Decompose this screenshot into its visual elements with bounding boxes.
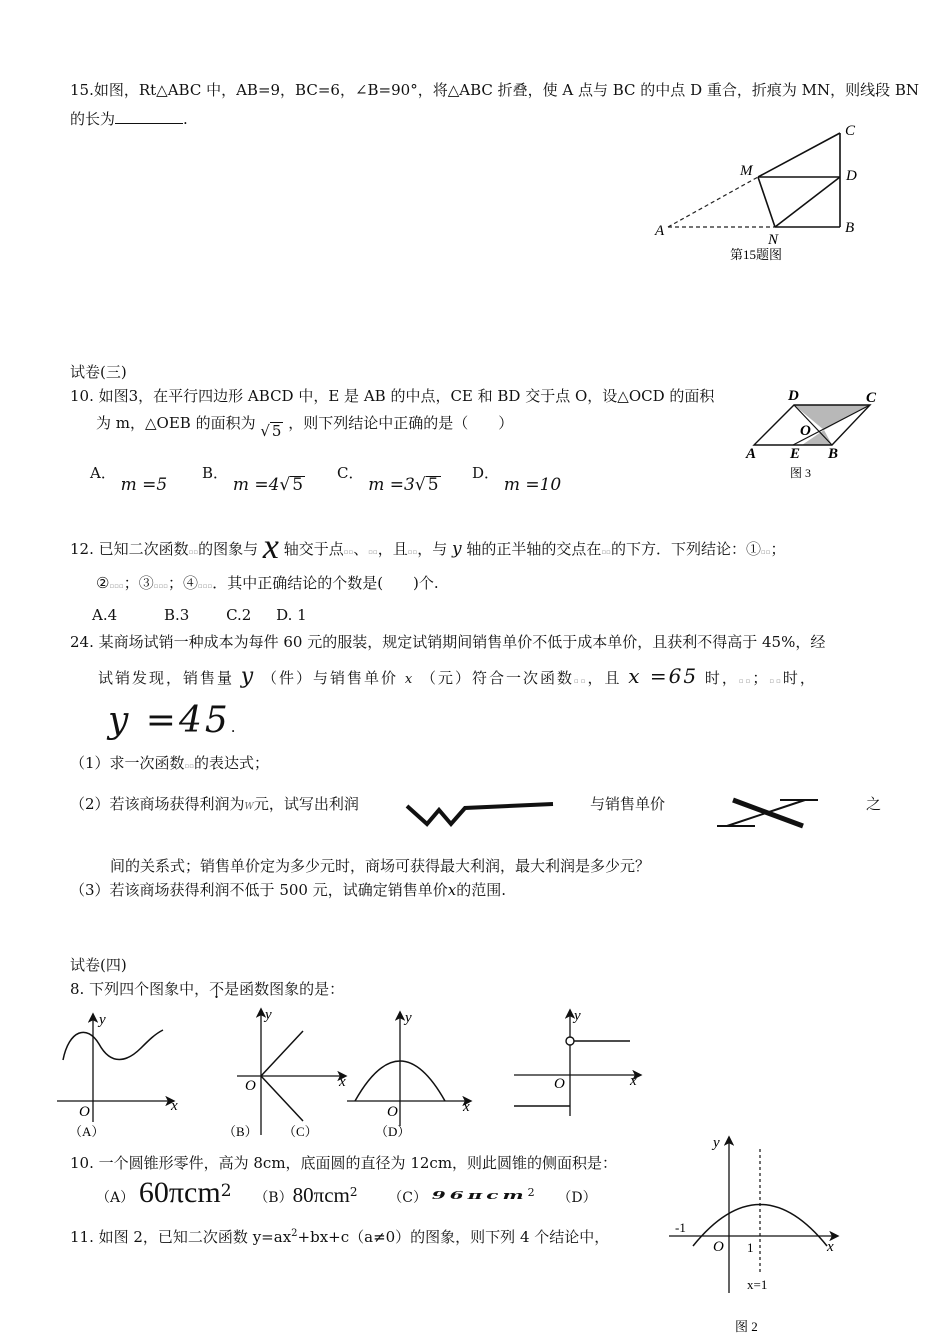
- p4-q10-option-a-text: 60πcm: [138, 1176, 221, 1209]
- q12-text: ；③: [123, 574, 154, 592]
- q24-x-symbol: x: [447, 881, 457, 899]
- p3-q12-options: [92, 606, 307, 624]
- q11-axis-label: x=1: [747, 1277, 768, 1292]
- p3-q12-line1: 12. 已知二次函数▫▫的图象与 x 轴交于点▫▫、▫▫，且▫▫，与 y 轴的正半轴的交点在▫▫的下方．下列结论：①▫▫；: [70, 526, 786, 566]
- p4-q8-text: [70, 978, 344, 999]
- q8a-x-label: x: [171, 1098, 178, 1114]
- p4-q10-options: [96, 1176, 597, 1210]
- q8d-label: （D）: [375, 1124, 411, 1139]
- q15-point-B: B: [845, 220, 855, 236]
- q11-figure-caption: 图 2: [735, 1319, 758, 1334]
- p4-q10-option-b-key: （B）: [254, 1190, 293, 1206]
- q24-text: ，且: [587, 669, 622, 687]
- q12-option-a: A.4: [92, 606, 118, 624]
- p3-point-C: C: [866, 390, 877, 406]
- q12-text: ．其中正确结论的个数是( )个.: [212, 574, 439, 592]
- q15-figure: [650, 120, 870, 265]
- q24-y-symbol: y: [240, 664, 256, 689]
- p3-q10-option-c: C． m =3√ 5: [337, 464, 439, 495]
- q8-graph-b: [225, 1005, 355, 1140]
- q15-point-A: A: [655, 223, 665, 239]
- q12-text: 12. 已知二次函数: [70, 540, 189, 558]
- p3-figure-caption: 图 3: [790, 466, 812, 480]
- q8a-label: （A）: [69, 1124, 105, 1139]
- q12-text: 、: [353, 540, 369, 558]
- q8b-label: （B）: [223, 1124, 258, 1139]
- q8-emphasis: 不是: [209, 980, 240, 998]
- q12-text: 轴交于点: [283, 540, 344, 558]
- p4-q10-option-a-sup: 2: [220, 1181, 232, 1201]
- q8d-origin: O: [554, 1076, 565, 1092]
- q15-point-D: D: [846, 168, 857, 184]
- option-text: m =10: [503, 475, 562, 495]
- q24-eq-y45: y =45: [108, 700, 231, 741]
- q24-text: 元，试写出利润: [253, 795, 359, 813]
- q8c-x-label: x: [463, 1099, 470, 1115]
- q8c-origin: O: [387, 1104, 398, 1120]
- p3-q24-sub2-mid: 与销售单价: [590, 795, 666, 813]
- q8-text: 8. 下列四个图象中，: [70, 980, 210, 998]
- q24-text: .: [230, 718, 236, 736]
- q8a-origin: O: [79, 1104, 90, 1120]
- p4-q10-option-d-key: （D）: [557, 1190, 597, 1206]
- q11-one: 1: [747, 1240, 754, 1255]
- p3-q24-sub1: （1）求一次函数▫▫的表达式；: [70, 754, 270, 772]
- q8b-x-label: x: [339, 1074, 346, 1090]
- q24-text: 的范围.: [456, 881, 506, 899]
- p3-q24-sub3: [70, 879, 506, 900]
- p3-point-B: B: [828, 446, 839, 462]
- q12-text: 轴的正半轴的交点在: [466, 540, 602, 558]
- option-sqrt: 5: [292, 475, 304, 495]
- q8-graph-d: [510, 1008, 645, 1120]
- q12-text: ，与: [417, 540, 448, 558]
- q11-text: 11. 如图 2，已知二次函数 y=ax: [70, 1228, 292, 1246]
- q12-text: ，且: [377, 540, 408, 558]
- q15-line1: 15.如图，Rt△ABC 中，AB=9，BC=6，∠B=90°，将△ABC 折叠，使 A 点与 BC 的中点 D 重合，折痕为 MN，则线段 BN: [70, 81, 920, 99]
- q15-answer-blank: [115, 109, 183, 124]
- paper3-heading: 试卷(三): [70, 363, 127, 381]
- q12-option-d: D. 1: [276, 606, 307, 624]
- q24-w-symbol: W: [244, 802, 254, 812]
- p3-q10-line2: 为 m，△OEB 的面积为 √ 5 ，则下列结论中正确的是（ ）: [96, 414, 514, 440]
- q12-text: ；: [770, 540, 786, 558]
- q15-line2-text: 的长为: [70, 110, 116, 128]
- option-text: m =3: [368, 475, 415, 495]
- q15-line-MN: [758, 177, 775, 227]
- q24-text: （1）求一次函数: [70, 754, 185, 772]
- option-key: D．: [472, 464, 500, 482]
- option-text: m =5: [120, 475, 168, 495]
- q8d-x-label: x: [630, 1073, 637, 1089]
- p3-q24-line3: [108, 700, 236, 741]
- q8-graph-a: [55, 1010, 185, 1140]
- q24-text: （3）若该商场获得利润不低于 500 元，试确定销售单价: [70, 881, 448, 899]
- q12-y-symbol: y: [452, 539, 462, 559]
- p4-q10-option-b-text: 80πcm: [292, 1183, 350, 1207]
- q11-text: +bx+c（a≠0）的图象，则下列 4 个结论中，: [297, 1228, 610, 1246]
- q15-line2: [70, 108, 188, 129]
- q15-line2-end: .: [183, 110, 188, 128]
- p3-point-E: E: [790, 446, 801, 462]
- p4-q10-option-c-key: （C）: [388, 1190, 428, 1206]
- q12-text: 的下方．下列结论：①: [610, 540, 761, 558]
- p3-q24-sub2-line2: 间的关系式；销售单价定为多少元时，商场可获得最大利润，最大利润是多少元？: [110, 857, 651, 875]
- p3-q10-line2-post: ，则下列结论中正确的是（ ）: [288, 414, 514, 432]
- q24-text: 的表达式；: [194, 754, 270, 772]
- q24-text: 时，: [704, 669, 739, 687]
- p3-q12-line2: ②▫▫▫；③▫▫▫；④▫▫▫．其中正确结论的个数是( )个.: [96, 574, 439, 592]
- p3-q10-option-d: [472, 462, 562, 495]
- p3-point-A: A: [746, 446, 757, 462]
- q8b-origin: O: [245, 1078, 256, 1094]
- p3-q24-x-glyph: [715, 798, 820, 828]
- q15-line-MC: [758, 133, 840, 177]
- q12-x-symbol: x: [262, 526, 279, 566]
- p4-q10-text: 10. 一个圆锥形零件，高为 8cm，底面圆的直径为 12cm，则此圆锥的侧面积是：: [70, 1154, 618, 1172]
- q12-text: 的图象与: [198, 540, 259, 558]
- p3-q10-figure: [738, 388, 888, 483]
- q24-text: （元）符合一次函数: [420, 669, 574, 687]
- option-key: C．: [337, 464, 364, 482]
- p4-q10-option-a-key: （A）: [96, 1190, 135, 1206]
- p3-q24-line2: 试销发现，销售量 y （件）与销售单价 x （元）符合一次函数▫▫，且 x =65 时，▫▫；▫▫时，: [98, 664, 817, 689]
- p4-q10-option-c-text: 96πcm: [431, 1188, 528, 1202]
- q11-neg1: -1: [675, 1220, 686, 1235]
- p4-q10-option-b-sup: 2: [349, 1185, 358, 1199]
- q24-text: （2）若该商场获得利润为: [70, 795, 245, 813]
- q8c-label: （C）: [283, 1124, 318, 1139]
- q11-y-label: y: [713, 1135, 720, 1151]
- q24-text: （件）与销售单价: [262, 669, 399, 687]
- p3-q10-line1: 10. 如图3，在平行四边形 ABCD 中，E 是 AB 的中点，CE 和 BD 交于点 O，设△OCD 的面积: [70, 387, 715, 405]
- q11-origin: O: [713, 1239, 724, 1255]
- q11-sup: 2: [291, 1228, 298, 1239]
- q8c-y-label: y: [405, 1010, 412, 1026]
- p3-q24-line1: 24. 某商场试销一种成本为每件 60 元的服装，规定试销期间销售单价不低于成本单价，且获利不得高于 45%，经: [70, 633, 826, 651]
- q15-line-AM: [668, 177, 758, 227]
- q24-text: 时，: [782, 669, 817, 687]
- q24-eq-x65: x =65: [628, 664, 699, 688]
- q8d-y-label: y: [574, 1008, 581, 1024]
- q15-point-M: M: [740, 163, 753, 179]
- p3-q10-option-b: B． m =4√ 5: [202, 464, 304, 495]
- q8-text: 函数图象的是：: [239, 980, 345, 998]
- p4-q11-figure: [665, 1133, 855, 1341]
- q24-text: 试销发现，销售量: [98, 669, 235, 687]
- q8a-y-label: y: [99, 1012, 106, 1028]
- paper4-heading: 试卷(四): [70, 956, 127, 974]
- option-text: m =4: [232, 475, 280, 495]
- p3-point-O: O: [800, 423, 811, 439]
- option-sqrt: 5: [427, 475, 439, 495]
- q11-x-label: x: [827, 1239, 834, 1255]
- p3-q10-sqrt5: 5: [271, 422, 282, 440]
- q12-text: ；④: [167, 574, 198, 592]
- p4-q10-option-c-sup: 2: [527, 1186, 535, 1199]
- q8-graph-c: [283, 1008, 480, 1140]
- q12-text: ②: [96, 574, 110, 592]
- p3-q24-sub2-end: 之: [866, 795, 882, 813]
- p3-q10-option-a: [90, 462, 168, 495]
- q24-x-symbol: x: [404, 672, 415, 687]
- p3-point-D: D: [788, 388, 799, 404]
- p3-q10-line2-pre: 为 m，△OEB 的面积为: [96, 414, 256, 432]
- p3-q24-w-glyph: [405, 800, 555, 830]
- q12-option-c: C.2: [226, 606, 252, 624]
- q15-point-C: C: [845, 123, 856, 139]
- q15-line-ND: [775, 177, 840, 227]
- q8b-y-label: y: [265, 1007, 272, 1023]
- q15-figure-caption: 第15题图: [730, 247, 783, 262]
- option-key: B．: [202, 464, 229, 482]
- q12-option-b: B.3: [163, 606, 190, 624]
- q24-text: ；: [752, 669, 770, 687]
- p4-q11-text: [70, 1226, 609, 1247]
- q15-point-N: N: [768, 232, 779, 248]
- option-key: A．: [90, 464, 116, 482]
